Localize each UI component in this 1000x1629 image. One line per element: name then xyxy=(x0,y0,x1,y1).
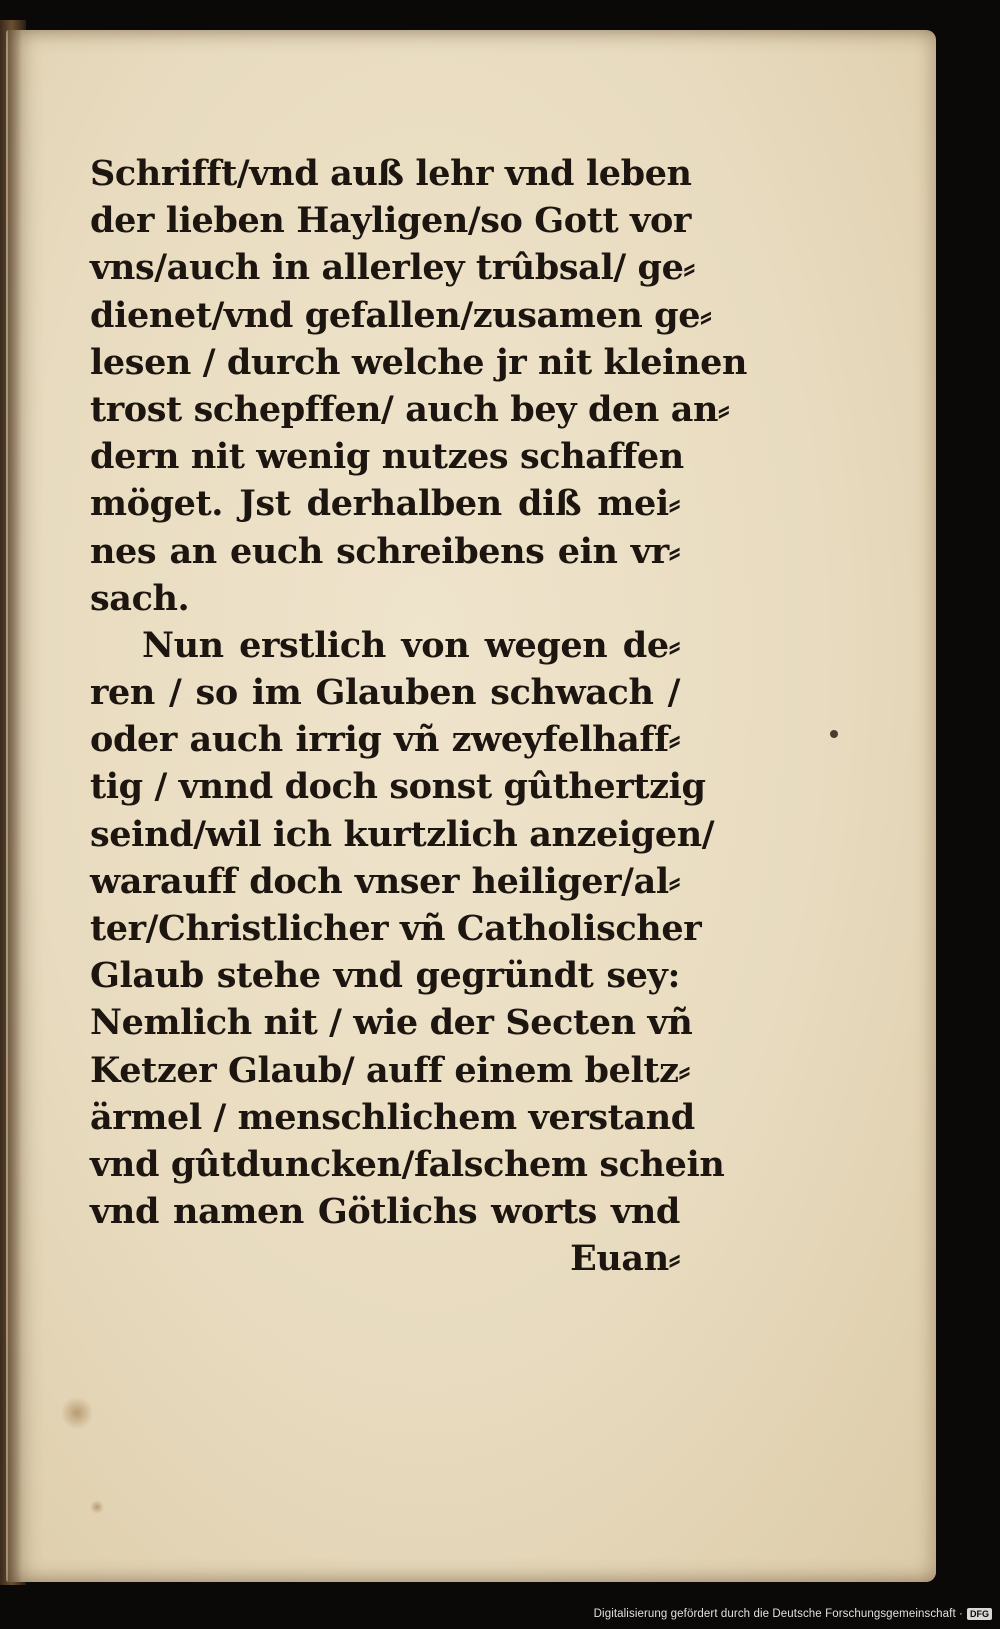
page-gutter-shadow xyxy=(8,30,22,1582)
text-line: dienet/vnd gefallen/zusamen ge⸗ xyxy=(90,294,712,336)
text-line: Glaub stehe vnd gegründt sey: xyxy=(90,955,680,997)
text-line: Nemlich nit / wie der Secten vñ xyxy=(90,1002,693,1044)
text-line: lesen / durch welche jr nit kleinen xyxy=(90,341,747,383)
text-line: Schrifft/vnd auß lehr vnd leben xyxy=(90,153,692,194)
text-line: trost schepffen/ auch bey den an⸗ xyxy=(90,388,730,430)
catchword: Euan⸗ xyxy=(570,1238,680,1280)
foxing-stain xyxy=(62,1395,92,1431)
text-line: warauff doch vnser heiliger/al⸗ xyxy=(90,860,680,902)
text-line: vnd namen Götlichs worts vnd xyxy=(90,1191,680,1233)
foxing-stain xyxy=(90,1500,104,1514)
text-line: der lieben Hayligen/so Gott vor xyxy=(90,200,691,242)
text-line: ärmel / menschlichem verstand xyxy=(90,1096,695,1138)
ink-speck xyxy=(830,730,838,738)
digitization-credit xyxy=(594,1603,992,1625)
text-line: ter/Christlicher vñ Catholischer xyxy=(90,908,702,949)
page-text xyxy=(90,150,747,1283)
text-line: nes an euch schreibens ein vr⸗ xyxy=(90,530,680,572)
text-line: dern nit wenig nutzes schaffen xyxy=(90,436,684,478)
text-line: sach. xyxy=(90,577,190,619)
dfg-logo: DFG xyxy=(967,1608,992,1620)
text-line: möget. Jst derhalben diß mei⸗ xyxy=(90,483,680,525)
paragraph-start-line: Nun erstlich von wegen de⸗ xyxy=(142,624,680,666)
text-line: tig / vnnd doch sonst gûthertzig xyxy=(90,766,706,808)
text-line: ren / so im Glauben schwach / xyxy=(90,672,680,714)
text-line: oder auch irrig vñ zweyfelhaff⸗ xyxy=(90,719,680,761)
credit-text: Digitalisierung gefördert durch die Deutsche Forschungsgemeinschaft · xyxy=(593,1608,963,1620)
text-line: Ketzer Glaub/ auff einem beltz⸗ xyxy=(90,1049,690,1091)
text-line: vns/auch in allerley trûbsal/ ge⸗ xyxy=(90,247,695,289)
text-line: vnd gûtduncken/falschem schein xyxy=(90,1143,725,1185)
text-line: seind/wil ich kurtzlich anzeigen/ xyxy=(90,813,715,855)
